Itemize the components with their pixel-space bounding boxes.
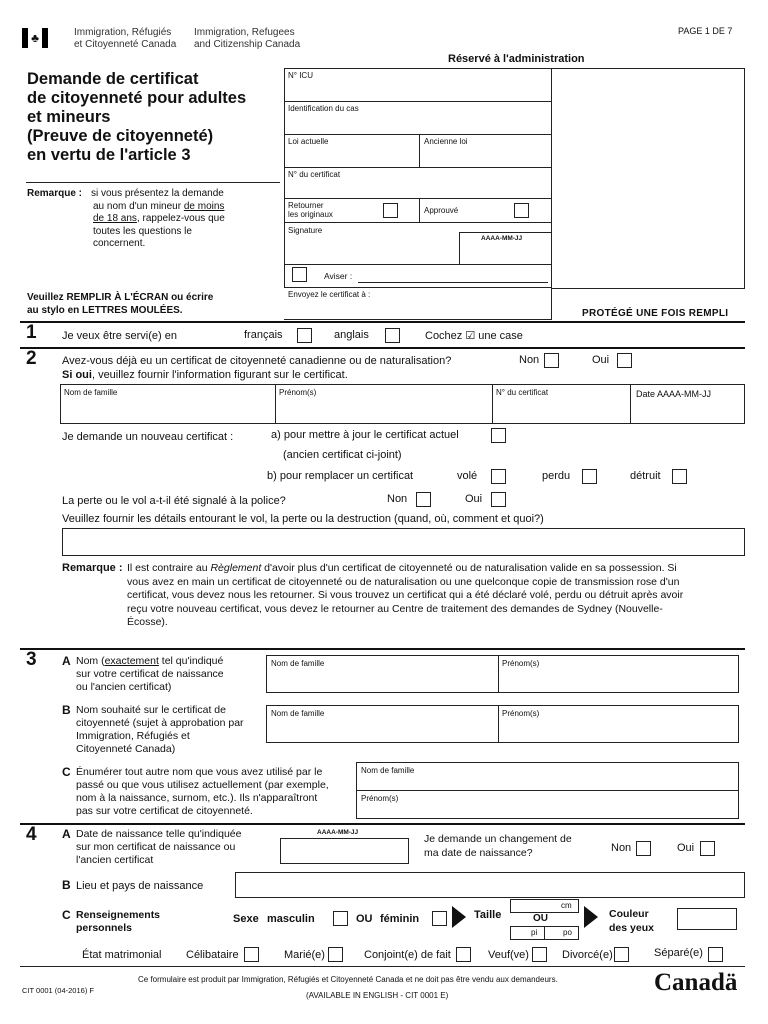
remark-text	[91, 188, 225, 251]
english-checkbox[interactable]	[385, 328, 400, 343]
separated-checkbox[interactable]	[708, 947, 723, 962]
section2-remark-label: Remarque :	[62, 562, 123, 574]
protected-label: PROTÉGÉ UNE FOIS REMPLI	[582, 308, 729, 319]
remark-line1: si vous présentez la demande	[91, 188, 224, 199]
french-label: français	[244, 329, 283, 341]
signature-line	[284, 264, 460, 265]
s3-b-text	[76, 704, 244, 756]
if-yes-text: , veuillez fournir l'information figurant sur le certificat.	[91, 369, 348, 381]
canada-wordmark: Canadä	[654, 969, 738, 996]
birthplace-field[interactable]	[235, 872, 745, 898]
return-line1: Retourner	[288, 201, 324, 210]
change-dob-yes-label: Oui	[677, 842, 695, 854]
section2-top-rule	[20, 347, 745, 349]
s3-a-1b: exactement	[104, 655, 159, 667]
s3-b-line3: Immigration, Réfugiés et	[76, 730, 190, 742]
s3-b-letter: B	[62, 703, 71, 717]
other-surname-label: Nom de famille	[361, 766, 415, 775]
personal-info-label	[76, 909, 160, 935]
old-law-label: Ancienne loi	[424, 137, 468, 146]
dept-en-line1: Immigration, Refugees	[194, 27, 295, 38]
form-code: CIT 0001 (04-2016) F	[22, 986, 94, 995]
arrow-right-icon	[584, 906, 598, 928]
birth-surname-label: Nom de famille	[271, 659, 325, 668]
s3-c-line2: passé ou que vous utilisez actuellement (par exemple,	[76, 779, 329, 791]
form-title	[27, 70, 246, 165]
details-instruction: Veuillez fournir les détails entourant le vol, la perte ou la destruction (quand, où, comment et quoi?)	[62, 513, 544, 525]
instructions-line2: au stylo en LETTRES MOULÉES.	[27, 305, 183, 316]
note-line1	[127, 562, 747, 576]
admin-date-format: AAAA-MM-JJ	[481, 235, 523, 242]
option-a-checkbox[interactable]	[491, 428, 506, 443]
return-originals-checkbox[interactable]	[383, 203, 398, 218]
page-number: PAGE 1 DE 7	[678, 26, 733, 36]
female-label: féminin	[380, 913, 420, 925]
footer-rule	[20, 966, 745, 967]
s3-a-letter: A	[62, 654, 71, 668]
ft-label: pi	[531, 928, 538, 937]
birth-date-field[interactable]	[280, 838, 409, 864]
french-checkbox[interactable]	[297, 328, 312, 343]
height-ft-field[interactable]	[510, 926, 545, 940]
remark-text-3a: de 18 ans	[93, 213, 137, 224]
s3-c-line1: Énumérer tout autre nom que vous avez utilisé par le	[76, 766, 323, 778]
eye-color-line2: des yeux	[609, 922, 654, 934]
remark-line3	[91, 213, 225, 226]
prev-cert-no-label: N° du certificat	[496, 388, 549, 397]
if-yes-instruction	[62, 369, 348, 381]
dept-name-en	[194, 27, 300, 51]
birth-given-label: Prénom(s)	[502, 659, 540, 668]
common-law-label: Conjoint(e) de fait	[364, 949, 451, 961]
note-1b: Règlement	[210, 562, 262, 574]
arrow-right-icon	[452, 906, 466, 928]
section4-top-rule	[20, 823, 745, 825]
s3-b-line4: Citoyenneté Canada)	[76, 743, 176, 755]
s3-c-letter: C	[62, 765, 71, 779]
check-one-note: Cochez ☑ une case	[425, 330, 523, 342]
instructions-line1: Veuillez REMPLIR À L'ÉCRAN ou écrire	[27, 292, 214, 303]
s3-c-text	[76, 766, 329, 818]
english-label: anglais	[334, 329, 369, 341]
remark-text-2a: au nom d'un mineur	[93, 200, 184, 212]
approved-label: Approuvé	[424, 206, 459, 215]
desired-given-label: Prénom(s)	[502, 709, 540, 718]
sex-label: Sexe	[233, 913, 259, 925]
prev-cert-date-label: Date AAAA-MM-JJ	[636, 389, 712, 399]
note-line2: vous avez en main un certificat de citoyenneté ou de naturalisation ou une quelconque copie de transmission rose d'un	[127, 575, 680, 588]
s4-b-letter: B	[62, 878, 71, 892]
height-label: Taille	[474, 909, 502, 921]
section-4-number: 4	[26, 824, 37, 845]
married-checkbox[interactable]	[328, 947, 343, 962]
height-or-label: OU	[533, 913, 548, 924]
send-cert-label: Envoyez le certificat à :	[288, 290, 371, 299]
s3-b-line2: citoyenneté (sujet à approbation par	[76, 717, 244, 729]
reserved-label: Réservé à l'administration	[448, 53, 585, 65]
notify-line	[358, 282, 548, 283]
remark-line5: concernent.	[93, 238, 146, 249]
lost-label: perdu	[542, 470, 571, 482]
common-law-checkbox[interactable]	[456, 947, 471, 962]
police-yes-checkbox[interactable]	[491, 492, 506, 507]
s3-a-1a: Nom (	[76, 655, 105, 667]
note-1a: Il est contraire au	[127, 562, 211, 574]
s3-a-text	[76, 655, 224, 694]
single-label: Célibataire	[186, 949, 239, 961]
return-line2: les originaux	[288, 210, 333, 219]
title-line3: et mineurs	[27, 108, 111, 126]
divorced-label: Divorcé(e)	[562, 949, 613, 961]
stolen-checkbox[interactable]	[491, 469, 506, 484]
prev-cert-yes-label: Oui	[592, 354, 610, 366]
case-id-label: Identification du cas	[288, 104, 359, 113]
remark-text-3b: , rappelez-vous que	[136, 213, 225, 224]
s4-a-line3: l'ancien certificat	[76, 854, 154, 866]
female-checkbox[interactable]	[432, 911, 447, 926]
s3-a-1c: tel qu'indiqué	[158, 655, 224, 667]
option-a-note: (ancien certificat ci-joint)	[283, 449, 402, 461]
widowed-label: Veuf(ve)	[488, 949, 529, 961]
police-question: La perte ou le vol a-t-il été signalé à la police?	[62, 495, 286, 507]
english-version-note: (AVAILABLE IN ENGLISH - CIT 0001 E)	[306, 991, 449, 1000]
widowed-checkbox[interactable]	[532, 947, 547, 962]
admin-cert-no-label: N° du certificat	[288, 170, 341, 179]
new-cert-request-label: Je demande un nouveau certificat :	[62, 431, 234, 443]
title-line2: de citoyenneté pour adultes	[27, 89, 247, 107]
male-checkbox[interactable]	[333, 911, 348, 926]
remark-label: Remarque :	[27, 188, 83, 199]
divider	[26, 182, 280, 183]
single-checkbox[interactable]	[244, 947, 259, 962]
change-dob-line1: Je demande un changement de	[424, 833, 572, 845]
police-no-label: Non	[387, 493, 408, 505]
divorced-checkbox[interactable]	[614, 947, 629, 962]
approved-checkbox[interactable]	[514, 203, 529, 218]
section2-remark-text	[127, 562, 747, 630]
s3-a-line3: ou l'ancien certificat)	[76, 681, 172, 693]
s4-a-text	[76, 828, 241, 867]
icu-label: N° ICU	[288, 71, 313, 80]
sex-or-label: OU	[356, 913, 373, 925]
birthplace-label: Lieu et pays de naissance	[76, 880, 204, 892]
change-dob-no-checkbox[interactable]	[636, 841, 651, 856]
police-yes-label: Oui	[465, 493, 483, 505]
prev-cert-yes-checkbox[interactable]	[617, 353, 632, 368]
prev-given-label: Prénom(s)	[279, 388, 317, 397]
notify-label: Aviser :	[324, 271, 353, 281]
title-line1: Demande de certificat	[27, 70, 199, 88]
option-b-label: b) pour remplacer un certificat	[267, 470, 414, 482]
birth-date-format: AAAA-MM-JJ	[317, 829, 359, 836]
dept-en-line2: and Citizenship Canada	[194, 39, 301, 50]
eye-color-line1: Couleur	[609, 908, 649, 920]
eye-color-field[interactable]	[677, 908, 737, 930]
language-question: Je veux être servi(e) en	[62, 330, 177, 342]
note-line5: Écosse).	[127, 616, 168, 629]
prev-surname-label: Nom de famille	[64, 388, 118, 397]
return-originals-label	[288, 201, 333, 219]
section3-top-rule	[20, 648, 745, 650]
s4-a-line1: Date de naissance telle qu'indiquée	[76, 828, 242, 840]
dept-name-fr	[74, 27, 176, 51]
s4-a-letter: A	[62, 827, 71, 841]
dept-fr-line1: Immigration, Réfugiés	[74, 27, 172, 38]
destroyed-checkbox[interactable]	[672, 469, 687, 484]
male-label: masculin	[267, 913, 315, 925]
admin-right-edge	[551, 288, 552, 320]
change-dob-question	[424, 832, 572, 860]
marital-status-label: État matrimonial	[82, 949, 162, 961]
loss-details-field[interactable]	[62, 528, 745, 556]
icu-field[interactable]	[284, 68, 552, 102]
destroyed-label: détruit	[630, 470, 661, 482]
s3-c-line4: pas sur votre certificat de citoyenneté.	[76, 805, 253, 817]
desired-surname-label: Nom de famille	[271, 709, 325, 718]
remark-line2	[91, 201, 225, 214]
other-given-field[interactable]	[356, 790, 739, 819]
title-line4: (Preuve de citoyenneté)	[27, 127, 214, 145]
s3-c-line3: nom à la naissance, surnom, etc.). Ils n'apparaîtront	[76, 792, 318, 804]
current-law-label: Loi actuelle	[288, 137, 329, 146]
option-a-label: a) pour mettre à jour le certificat actuel	[271, 429, 459, 441]
section-3-number: 3	[26, 649, 37, 670]
canada-flag-logo: ♣	[22, 28, 48, 48]
footer-note: Ce formulaire est produit par Immigration, Réfugiés et Citoyenneté Canada et ne doit pas être vendu aux demandeurs.	[138, 975, 558, 984]
s3-a-line1	[76, 655, 224, 668]
married-label: Marié(e)	[284, 949, 325, 961]
separated-label: Séparé(e)	[654, 947, 703, 959]
in-label: po	[563, 928, 572, 937]
fill-instructions	[27, 291, 213, 317]
lost-checkbox[interactable]	[582, 469, 597, 484]
prev-cert-no-label: Non	[519, 354, 540, 366]
remark-line4: toutes les questions le	[93, 225, 192, 237]
admin-large-box[interactable]	[551, 68, 745, 289]
signature-label: Signature	[288, 226, 323, 235]
change-dob-line2: ma date de naissance?	[424, 847, 533, 859]
s3-a-line2: sur votre certificat de naissance	[76, 668, 224, 680]
previous-cert-question: Avez-vous déjà eu un certificat de citoyenneté canadienne ou de naturalisation?	[62, 355, 452, 367]
admin-bottom-line	[284, 319, 552, 320]
section-2-number: 2	[26, 348, 37, 369]
dept-fr-line2: et Citoyenneté Canada	[74, 39, 177, 50]
prev-cert-no-checkbox[interactable]	[544, 353, 559, 368]
note-1c: d'avoir plus d'un certificat de citoyenneté ou de naturalisation valide en sa possession. Si	[261, 562, 677, 574]
section-1-number: 1	[26, 322, 37, 343]
note-line4: reçu votre nouveau certificat, vous devez le retourner au Centre de traitement des demandes de Sydney (Nouvelle-	[127, 602, 663, 615]
personal-info-line2: personnels	[76, 922, 133, 934]
s4-c-letter: C	[62, 908, 71, 922]
section1-top-rule	[20, 321, 745, 323]
note-line3: certificat, vous devez nous les retourner. Si vous trouvez un certificat qui a été déclaré volé, perdu ou détruit après avoir	[127, 589, 684, 602]
height-in-field[interactable]	[544, 926, 579, 940]
other-given-label: Prénom(s)	[361, 794, 399, 803]
police-no-checkbox[interactable]	[416, 492, 431, 507]
change-dob-yes-checkbox[interactable]	[700, 841, 715, 856]
if-yes-bold: Si oui	[62, 369, 92, 381]
s3-b-line1: Nom souhaité sur le certificat de	[76, 704, 226, 716]
title-line5: en vertu de l'article 3	[27, 146, 191, 164]
stolen-label: volé	[457, 470, 478, 482]
s4-a-line2: sur mon certificat de naissance ou	[76, 841, 236, 853]
notify-checkbox[interactable]	[292, 267, 307, 282]
remark-text-2b: de moins	[183, 200, 225, 212]
eye-color-label	[609, 907, 654, 935]
change-dob-no-label: Non	[611, 842, 632, 854]
personal-info-line1: Renseignements	[76, 909, 161, 921]
cm-label: cm	[561, 901, 572, 910]
